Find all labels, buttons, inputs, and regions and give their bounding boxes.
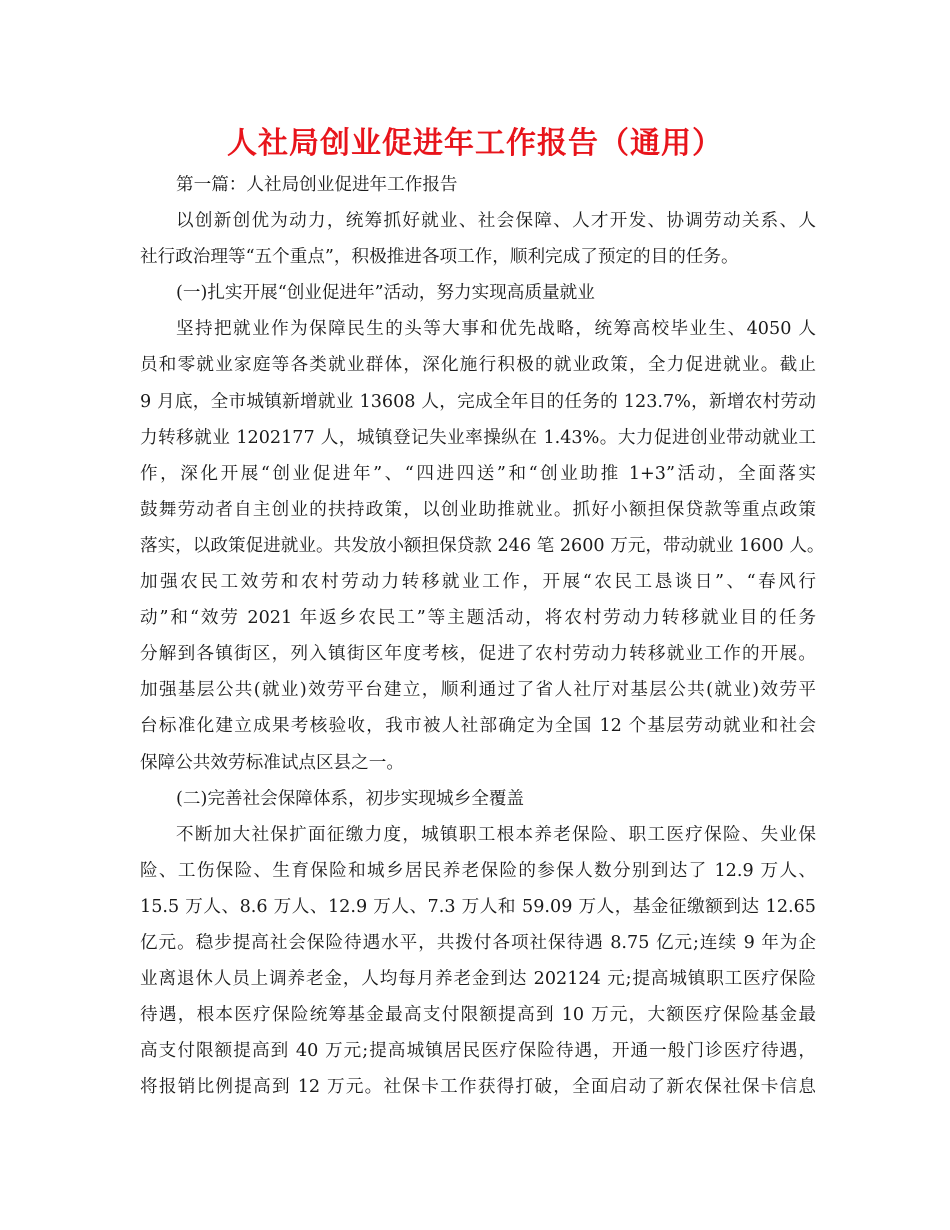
paragraph-line: 坚持把就业作为保障民生的头等大事和优先战略，统筹高校毕业生、4050 人 [176,319,816,340]
paragraph-line: 保障公共效劳标准试点区县之一。 [140,752,404,773]
paragraph-line: 作，深化开展“创业促进年”、“四进四送”和“创业助推 1+3”活动，全面落实 [140,463,816,484]
paragraph-line: 业离退休人员上调养老金，人均每月养老金到达 202124 元;提高城镇职工医疗保险 [140,969,816,990]
paragraph-line: 以创新创优为动力，统筹抓好就业、社会保障、人才开发、协调劳动关系、人 [176,211,816,232]
paragraph-line: 将报销比例提高到 12 万元。社保卡工作获得打破，全面启动了新农保社保卡信息 [140,1077,816,1098]
paragraph-line: 加强基层公共(就业)效劳平台建立，顺利通过了省人社厅对基层公共(就业)效劳平 [140,680,816,701]
section-heading: (一)扎实开展“创业促进年”活动，努力实现高质量就业 [176,283,595,304]
document-body [140,167,825,1105]
paragraph-line: 险、工伤保险、生育保险和城乡居民养老保险的参保人数分别到达了 12.9 万人、 [140,860,816,881]
paragraph-line: 9 月底，全市城镇新增就业 13608 人，完成全年目的任务的 123.7%，新增农村劳动 [140,391,816,412]
paragraph-line: 社行政治理等“五个重点”，积极推进各项工作，顺利完成了预定的目的任务。 [140,247,739,268]
paragraph-line: 力转移就业 1202177 人，城镇登记失业率操纵在 1.43%。大力促进创业带动就业工 [140,427,816,448]
paragraph-line: 鼓舞劳动者自主创业的扶持政策，以创业助推就业。抓好小额担保贷款等重点政策 [140,499,816,520]
paragraph-line: 员和零就业家庭等各类就业群体，深化施行积极的就业政策，全力促进就业。截止 [140,355,816,376]
paragraph-line: 高支付限额提高到 40 万元;提高城镇居民医疗保险待遇，开通一般门诊医疗待遇， [140,1041,816,1062]
paragraph-line: 动”和“效劳 2021 年返乡农民工”等主题活动，将农村劳动力转移就业目的任务 [140,608,816,629]
paragraph-line: 分解到各镇街区，列入镇街区年度考核，促进了农村劳动力转移就业工作的开展。 [140,644,816,665]
paragraph-line: 加强农民工效劳和农村劳动力转移就业工作，开展“农民工恳谈日”、“春风行 [140,572,816,593]
paragraph-line: 待遇，根本医疗保险统筹基金最高支付限额提高到 10 万元，大额医疗保险基金最 [140,1005,816,1026]
paragraph-line: 落实，以政策促进就业。共发放小额担保贷款 246 笔 2600 万元，带动就业 1600 人。 [140,535,825,556]
section-heading: (二)完善社会保障体系，初步实现城乡全覆盖 [176,788,525,809]
paragraph-line: 亿元。稳步提高社会保险待遇水平，共拨付各项社保待遇 8.75 亿元;连续 9 年为企 [140,932,816,953]
document-title: 人社局创业促进年工作报告（通用） [227,126,723,161]
paragraph-line: 15.5 万人、8.6 万人、12.9 万人、7.3 万人和 59.09 万人，基金征缴额到达 12.65 [140,896,816,917]
paragraph-line: 台标准化建立成果考核验收，我市被人社部确定为全国 12 个基层劳动就业和社会 [140,716,816,737]
section-heading: 第一篇：人社局创业促进年工作报告 [176,175,458,195]
paragraph-line: 不断加大社保扩面征缴力度，城镇职工根本养老保险、职工医疗保险、失业保 [176,824,816,845]
